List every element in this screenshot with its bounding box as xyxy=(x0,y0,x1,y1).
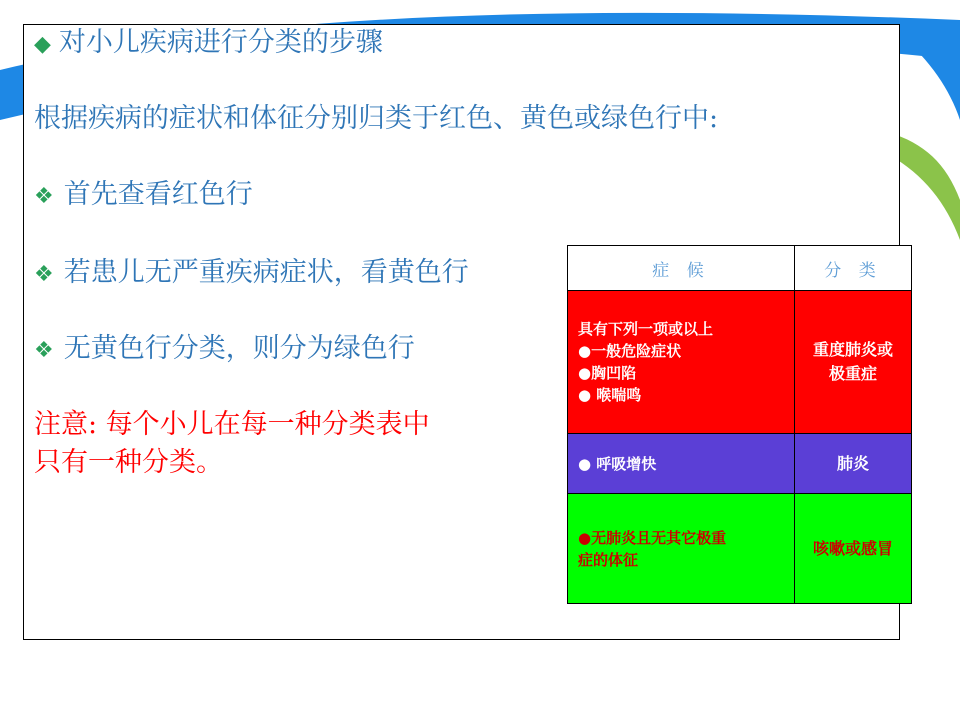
step-2-label: 若患儿无严重疾病症状，看黄色行 xyxy=(63,257,469,288)
table-row-red xyxy=(568,291,912,434)
symptom-line: ● 呼吸增快 xyxy=(578,454,657,473)
table-row-purple xyxy=(568,434,912,494)
purple-symptoms-cell xyxy=(568,434,795,494)
symptom-line: ●一般危险症状 xyxy=(578,342,682,360)
symptom-line: ●无肺炎且无其它极重 xyxy=(578,528,727,547)
four-diamond-icon: ❖ xyxy=(34,184,54,209)
red-classification-cell xyxy=(795,291,912,434)
classification-line: 肺炎 xyxy=(836,453,869,473)
purple-classification-cell xyxy=(795,434,912,494)
symptom-line: ● 喉喘鸣 xyxy=(578,386,642,404)
intro-text: 根据疾病的症状和体征分别归类于红色、黄色或绿色行中: xyxy=(34,103,719,134)
step-3-label: 无黄色行分类，则分为绿色行 xyxy=(63,333,415,364)
table-row-green xyxy=(568,494,912,604)
header-classification: 分 类 xyxy=(795,246,912,291)
four-diamond-icon: ❖ xyxy=(34,338,54,363)
diamond-icon: ◆ xyxy=(34,32,51,57)
step-2 xyxy=(34,256,469,292)
classification-line: 咳嗽或感冒 xyxy=(812,538,893,558)
step-1 xyxy=(34,178,253,214)
note-line-2: 只有一种分类。 xyxy=(34,447,223,478)
symptom-line: 具有下列一项或以上 xyxy=(578,320,714,338)
classification-table xyxy=(567,245,912,604)
classification-line: 极重症 xyxy=(828,364,877,383)
header-symptoms: 症 候 xyxy=(568,246,795,291)
classification-line: 重度肺炎或 xyxy=(812,340,893,359)
red-symptoms-cell xyxy=(568,291,795,434)
four-diamond-icon: ❖ xyxy=(34,262,54,287)
page-heading: 对小儿疾病进行分类的步骤 xyxy=(58,27,383,58)
heading-line xyxy=(34,26,383,62)
green-classification-cell xyxy=(795,494,912,604)
table-header-row xyxy=(568,246,912,291)
step-3 xyxy=(34,332,415,368)
note-line-1: 注意: 每个小儿在每一种分类表中 xyxy=(34,409,430,440)
green-symptoms-cell xyxy=(568,494,795,604)
step-1-label: 首先查看红色行 xyxy=(63,179,253,210)
symptom-line: ●胸凹陷 xyxy=(578,364,637,382)
symptom-line: 症的体征 xyxy=(578,550,639,569)
